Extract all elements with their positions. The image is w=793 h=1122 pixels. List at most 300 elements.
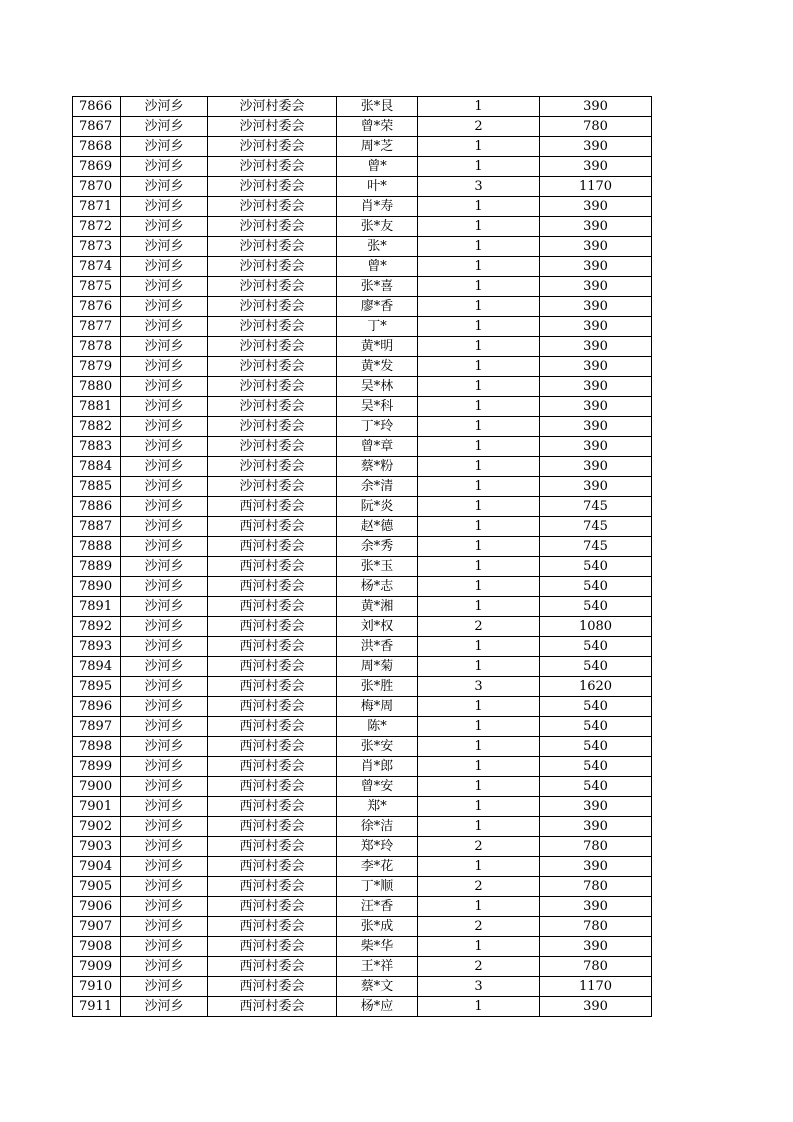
- name-cell: 张*: [337, 237, 418, 257]
- township-cell: 沙河乡: [121, 737, 208, 757]
- row-id-cell: 7895: [73, 677, 121, 697]
- village-committee-cell: 西河村委会: [208, 937, 337, 957]
- table-row: [73, 457, 652, 477]
- row-id-cell: 7887: [73, 517, 121, 537]
- table-row: [73, 257, 652, 277]
- amount-cell: 1080: [540, 617, 652, 637]
- name-cell: 余*秀: [337, 537, 418, 557]
- row-id-cell: 7882: [73, 417, 121, 437]
- name-cell: 丁*玲: [337, 417, 418, 437]
- table-row: [73, 857, 652, 877]
- township-cell: 沙河乡: [121, 597, 208, 617]
- village-committee-cell: 西河村委会: [208, 617, 337, 637]
- row-id-cell: 7898: [73, 737, 121, 757]
- village-committee-cell: 沙河村委会: [208, 417, 337, 437]
- village-committee-cell: 西河村委会: [208, 537, 337, 557]
- name-cell: 丁*顺: [337, 877, 418, 897]
- name-cell: 阮*炎: [337, 497, 418, 517]
- table-row: [73, 357, 652, 377]
- count-cell: 1: [418, 577, 540, 597]
- row-id-cell: 7876: [73, 297, 121, 317]
- village-committee-cell: 西河村委会: [208, 837, 337, 857]
- amount-cell: 540: [540, 577, 652, 597]
- name-cell: 曾*: [337, 157, 418, 177]
- table-body: [73, 97, 652, 1017]
- village-committee-cell: 沙河村委会: [208, 257, 337, 277]
- village-committee-cell: 沙河村委会: [208, 117, 337, 137]
- township-cell: 沙河乡: [121, 317, 208, 337]
- row-id-cell: 7890: [73, 577, 121, 597]
- township-cell: 沙河乡: [121, 157, 208, 177]
- village-committee-cell: 西河村委会: [208, 757, 337, 777]
- name-cell: 蔡*文: [337, 977, 418, 997]
- name-cell: 梅*周: [337, 697, 418, 717]
- village-committee-cell: 西河村委会: [208, 717, 337, 737]
- row-id-cell: 7911: [73, 997, 121, 1017]
- township-cell: 沙河乡: [121, 857, 208, 877]
- count-cell: 1: [418, 637, 540, 657]
- village-committee-cell: 沙河村委会: [208, 177, 337, 197]
- table-row: [73, 777, 652, 797]
- count-cell: 2: [418, 617, 540, 637]
- village-committee-cell: 西河村委会: [208, 897, 337, 917]
- name-cell: 张*胜: [337, 677, 418, 697]
- count-cell: 1: [418, 297, 540, 317]
- village-committee-cell: 西河村委会: [208, 697, 337, 717]
- name-cell: 吴*林: [337, 377, 418, 397]
- count-cell: 2: [418, 957, 540, 977]
- village-committee-cell: 沙河村委会: [208, 377, 337, 397]
- township-cell: 沙河乡: [121, 397, 208, 417]
- table-row: [73, 597, 652, 617]
- amount-cell: 540: [540, 557, 652, 577]
- table-row: [73, 737, 652, 757]
- count-cell: 1: [418, 237, 540, 257]
- table-row: [73, 977, 652, 997]
- name-cell: 张*玉: [337, 557, 418, 577]
- township-cell: 沙河乡: [121, 357, 208, 377]
- table-row: [73, 657, 652, 677]
- count-cell: 1: [418, 317, 540, 337]
- township-cell: 沙河乡: [121, 417, 208, 437]
- township-cell: 沙河乡: [121, 337, 208, 357]
- row-id-cell: 7892: [73, 617, 121, 637]
- count-cell: 3: [418, 977, 540, 997]
- name-cell: 刘*权: [337, 617, 418, 637]
- table-row: [73, 897, 652, 917]
- table-row: [73, 297, 652, 317]
- row-id-cell: 7910: [73, 977, 121, 997]
- table-row: [73, 517, 652, 537]
- count-cell: 1: [418, 537, 540, 557]
- name-cell: 杨*应: [337, 997, 418, 1017]
- amount-cell: 390: [540, 297, 652, 317]
- village-committee-cell: 沙河村委会: [208, 97, 337, 117]
- count-cell: 1: [418, 557, 540, 577]
- name-cell: 郑*: [337, 797, 418, 817]
- row-id-cell: 7903: [73, 837, 121, 857]
- table-row: [73, 317, 652, 337]
- table-row: [73, 477, 652, 497]
- amount-cell: 390: [540, 97, 652, 117]
- village-committee-cell: 西河村委会: [208, 677, 337, 697]
- amount-cell: 390: [540, 797, 652, 817]
- name-cell: 黄*明: [337, 337, 418, 357]
- amount-cell: 745: [540, 497, 652, 517]
- amount-cell: 390: [540, 377, 652, 397]
- row-id-cell: 7867: [73, 117, 121, 137]
- name-cell: 肖*寿: [337, 197, 418, 217]
- count-cell: 1: [418, 757, 540, 777]
- count-cell: 1: [418, 597, 540, 617]
- township-cell: 沙河乡: [121, 897, 208, 917]
- table-row: [73, 217, 652, 237]
- row-id-cell: 7881: [73, 397, 121, 417]
- table-row: [73, 157, 652, 177]
- name-cell: 蔡*粉: [337, 457, 418, 477]
- table-row: [73, 757, 652, 777]
- village-committee-cell: 西河村委会: [208, 557, 337, 577]
- table-row: [73, 177, 652, 197]
- township-cell: 沙河乡: [121, 697, 208, 717]
- amount-cell: 390: [540, 457, 652, 477]
- amount-cell: 540: [540, 717, 652, 737]
- row-id-cell: 7875: [73, 277, 121, 297]
- count-cell: 1: [418, 437, 540, 457]
- township-cell: 沙河乡: [121, 617, 208, 637]
- table-row: [73, 957, 652, 977]
- row-id-cell: 7880: [73, 377, 121, 397]
- amount-cell: 1170: [540, 977, 652, 997]
- name-cell: 李*花: [337, 857, 418, 877]
- amount-cell: 390: [540, 317, 652, 337]
- village-committee-cell: 沙河村委会: [208, 277, 337, 297]
- row-id-cell: 7869: [73, 157, 121, 177]
- name-cell: 张*喜: [337, 277, 418, 297]
- count-cell: 1: [418, 777, 540, 797]
- township-cell: 沙河乡: [121, 437, 208, 457]
- table-row: [73, 997, 652, 1017]
- amount-cell: 390: [540, 937, 652, 957]
- count-cell: 1: [418, 737, 540, 757]
- amount-cell: 780: [540, 957, 652, 977]
- row-id-cell: 7897: [73, 717, 121, 737]
- township-cell: 沙河乡: [121, 377, 208, 397]
- table-row: [73, 837, 652, 857]
- name-cell: 曾*: [337, 257, 418, 277]
- table-row: [73, 557, 652, 577]
- village-committee-cell: 沙河村委会: [208, 137, 337, 157]
- table-row: [73, 917, 652, 937]
- amount-cell: 390: [540, 157, 652, 177]
- name-cell: 柴*华: [337, 937, 418, 957]
- village-committee-cell: 沙河村委会: [208, 337, 337, 357]
- row-id-cell: 7907: [73, 917, 121, 937]
- row-id-cell: 7905: [73, 877, 121, 897]
- table-row: [73, 817, 652, 837]
- row-id-cell: 7896: [73, 697, 121, 717]
- township-cell: 沙河乡: [121, 197, 208, 217]
- village-committee-cell: 西河村委会: [208, 777, 337, 797]
- count-cell: 1: [418, 717, 540, 737]
- row-id-cell: 7893: [73, 637, 121, 657]
- name-cell: 张*艮: [337, 97, 418, 117]
- table-row: [73, 877, 652, 897]
- amount-cell: 745: [540, 537, 652, 557]
- name-cell: 杨*志: [337, 577, 418, 597]
- count-cell: 3: [418, 177, 540, 197]
- village-committee-cell: 西河村委会: [208, 877, 337, 897]
- table-row: [73, 197, 652, 217]
- row-id-cell: 7883: [73, 437, 121, 457]
- name-cell: 吴*科: [337, 397, 418, 417]
- count-cell: 1: [418, 797, 540, 817]
- count-cell: 2: [418, 117, 540, 137]
- name-cell: 张*成: [337, 917, 418, 937]
- row-id-cell: 7877: [73, 317, 121, 337]
- amount-cell: 780: [540, 877, 652, 897]
- village-committee-cell: 西河村委会: [208, 977, 337, 997]
- amount-cell: 540: [540, 777, 652, 797]
- row-id-cell: 7878: [73, 337, 121, 357]
- amount-cell: 540: [540, 637, 652, 657]
- row-id-cell: 7886: [73, 497, 121, 517]
- amount-cell: 390: [540, 257, 652, 277]
- township-cell: 沙河乡: [121, 497, 208, 517]
- table-row: [73, 537, 652, 557]
- name-cell: 陈*: [337, 717, 418, 737]
- name-cell: 周*芝: [337, 137, 418, 157]
- name-cell: 张*友: [337, 217, 418, 237]
- township-cell: 沙河乡: [121, 577, 208, 597]
- count-cell: 1: [418, 97, 540, 117]
- table-row: [73, 277, 652, 297]
- row-id-cell: 7873: [73, 237, 121, 257]
- village-committee-cell: 西河村委会: [208, 637, 337, 657]
- table-row: [73, 417, 652, 437]
- table-row: [73, 117, 652, 137]
- name-cell: 曾*荣: [337, 117, 418, 137]
- amount-cell: 390: [540, 337, 652, 357]
- village-committee-cell: 西河村委会: [208, 817, 337, 837]
- row-id-cell: 7901: [73, 797, 121, 817]
- village-committee-cell: 沙河村委会: [208, 297, 337, 317]
- row-id-cell: 7870: [73, 177, 121, 197]
- count-cell: 1: [418, 477, 540, 497]
- table-row: [73, 797, 652, 817]
- table-row: [73, 637, 652, 657]
- township-cell: 沙河乡: [121, 777, 208, 797]
- name-cell: 曾*安: [337, 777, 418, 797]
- village-committee-cell: 西河村委会: [208, 917, 337, 937]
- township-cell: 沙河乡: [121, 557, 208, 577]
- township-cell: 沙河乡: [121, 237, 208, 257]
- count-cell: 1: [418, 937, 540, 957]
- township-cell: 沙河乡: [121, 297, 208, 317]
- village-committee-cell: 西河村委会: [208, 657, 337, 677]
- village-committee-cell: 西河村委会: [208, 737, 337, 757]
- row-id-cell: 7866: [73, 97, 121, 117]
- township-cell: 沙河乡: [121, 877, 208, 897]
- count-cell: 1: [418, 417, 540, 437]
- village-committee-cell: 西河村委会: [208, 797, 337, 817]
- count-cell: 1: [418, 897, 540, 917]
- row-id-cell: 7899: [73, 757, 121, 777]
- township-cell: 沙河乡: [121, 657, 208, 677]
- name-cell: 黄*湘: [337, 597, 418, 617]
- record-table: [72, 96, 652, 1017]
- name-cell: 徐*洁: [337, 817, 418, 837]
- amount-cell: 390: [540, 857, 652, 877]
- row-id-cell: 7885: [73, 477, 121, 497]
- village-committee-cell: 西河村委会: [208, 857, 337, 877]
- amount-cell: 390: [540, 817, 652, 837]
- count-cell: 1: [418, 497, 540, 517]
- count-cell: 1: [418, 997, 540, 1017]
- count-cell: 1: [418, 457, 540, 477]
- name-cell: 汪*香: [337, 897, 418, 917]
- village-committee-cell: 沙河村委会: [208, 157, 337, 177]
- count-cell: 1: [418, 337, 540, 357]
- table-row: [73, 577, 652, 597]
- amount-cell: 780: [540, 917, 652, 937]
- amount-cell: 390: [540, 357, 652, 377]
- amount-cell: 745: [540, 517, 652, 537]
- village-committee-cell: 沙河村委会: [208, 317, 337, 337]
- table-row: [73, 497, 652, 517]
- township-cell: 沙河乡: [121, 117, 208, 137]
- village-committee-cell: 沙河村委会: [208, 217, 337, 237]
- amount-cell: 390: [540, 997, 652, 1017]
- township-cell: 沙河乡: [121, 997, 208, 1017]
- count-cell: 1: [418, 377, 540, 397]
- row-id-cell: 7888: [73, 537, 121, 557]
- village-committee-cell: 沙河村委会: [208, 197, 337, 217]
- table-row: [73, 97, 652, 117]
- amount-cell: 390: [540, 237, 652, 257]
- row-id-cell: 7879: [73, 357, 121, 377]
- village-committee-cell: 沙河村委会: [208, 477, 337, 497]
- row-id-cell: 7874: [73, 257, 121, 277]
- count-cell: 1: [418, 857, 540, 877]
- name-cell: 王*祥: [337, 957, 418, 977]
- amount-cell: 1620: [540, 677, 652, 697]
- village-committee-cell: 沙河村委会: [208, 457, 337, 477]
- township-cell: 沙河乡: [121, 817, 208, 837]
- row-id-cell: 7871: [73, 197, 121, 217]
- township-cell: 沙河乡: [121, 97, 208, 117]
- count-cell: 3: [418, 677, 540, 697]
- table-row: [73, 717, 652, 737]
- township-cell: 沙河乡: [121, 217, 208, 237]
- row-id-cell: 7902: [73, 817, 121, 837]
- township-cell: 沙河乡: [121, 917, 208, 937]
- township-cell: 沙河乡: [121, 537, 208, 557]
- village-committee-cell: 西河村委会: [208, 957, 337, 977]
- count-cell: 2: [418, 837, 540, 857]
- name-cell: 叶*: [337, 177, 418, 197]
- village-committee-cell: 沙河村委会: [208, 357, 337, 377]
- township-cell: 沙河乡: [121, 177, 208, 197]
- row-id-cell: 7891: [73, 597, 121, 617]
- count-cell: 2: [418, 877, 540, 897]
- row-id-cell: 7906: [73, 897, 121, 917]
- count-cell: 1: [418, 697, 540, 717]
- amount-cell: 540: [540, 657, 652, 677]
- table-row: [73, 617, 652, 637]
- table-row: [73, 397, 652, 417]
- table-row: [73, 677, 652, 697]
- table-row: [73, 437, 652, 457]
- amount-cell: 540: [540, 697, 652, 717]
- name-cell: 周*菊: [337, 657, 418, 677]
- township-cell: 沙河乡: [121, 757, 208, 777]
- row-id-cell: 7900: [73, 777, 121, 797]
- count-cell: 1: [418, 137, 540, 157]
- count-cell: 1: [418, 277, 540, 297]
- count-cell: 2: [418, 917, 540, 937]
- amount-cell: 1170: [540, 177, 652, 197]
- name-cell: 肖*郎: [337, 757, 418, 777]
- amount-cell: 780: [540, 117, 652, 137]
- table-row: [73, 937, 652, 957]
- count-cell: 1: [418, 157, 540, 177]
- village-committee-cell: 西河村委会: [208, 517, 337, 537]
- village-committee-cell: 沙河村委会: [208, 237, 337, 257]
- count-cell: 1: [418, 397, 540, 417]
- table-row: [73, 137, 652, 157]
- amount-cell: 390: [540, 197, 652, 217]
- township-cell: 沙河乡: [121, 257, 208, 277]
- township-cell: 沙河乡: [121, 677, 208, 697]
- amount-cell: 780: [540, 837, 652, 857]
- village-committee-cell: 西河村委会: [208, 577, 337, 597]
- table-row: [73, 377, 652, 397]
- amount-cell: 390: [540, 437, 652, 457]
- count-cell: 1: [418, 197, 540, 217]
- name-cell: 廖*香: [337, 297, 418, 317]
- amount-cell: 540: [540, 737, 652, 757]
- amount-cell: 390: [540, 217, 652, 237]
- amount-cell: 390: [540, 897, 652, 917]
- amount-cell: 390: [540, 137, 652, 157]
- amount-cell: 390: [540, 477, 652, 497]
- row-id-cell: 7872: [73, 217, 121, 237]
- village-committee-cell: 沙河村委会: [208, 437, 337, 457]
- township-cell: 沙河乡: [121, 957, 208, 977]
- township-cell: 沙河乡: [121, 137, 208, 157]
- village-committee-cell: 西河村委会: [208, 997, 337, 1017]
- table-row: [73, 697, 652, 717]
- amount-cell: 390: [540, 277, 652, 297]
- name-cell: 黄*发: [337, 357, 418, 377]
- name-cell: 丁*: [337, 317, 418, 337]
- row-id-cell: 7908: [73, 937, 121, 957]
- table-row: [73, 237, 652, 257]
- name-cell: 余*清: [337, 477, 418, 497]
- amount-cell: 390: [540, 417, 652, 437]
- row-id-cell: 7904: [73, 857, 121, 877]
- township-cell: 沙河乡: [121, 517, 208, 537]
- township-cell: 沙河乡: [121, 637, 208, 657]
- count-cell: 1: [418, 657, 540, 677]
- row-id-cell: 7894: [73, 657, 121, 677]
- village-committee-cell: 沙河村委会: [208, 397, 337, 417]
- row-id-cell: 7889: [73, 557, 121, 577]
- township-cell: 沙河乡: [121, 937, 208, 957]
- amount-cell: 390: [540, 397, 652, 417]
- village-committee-cell: 西河村委会: [208, 497, 337, 517]
